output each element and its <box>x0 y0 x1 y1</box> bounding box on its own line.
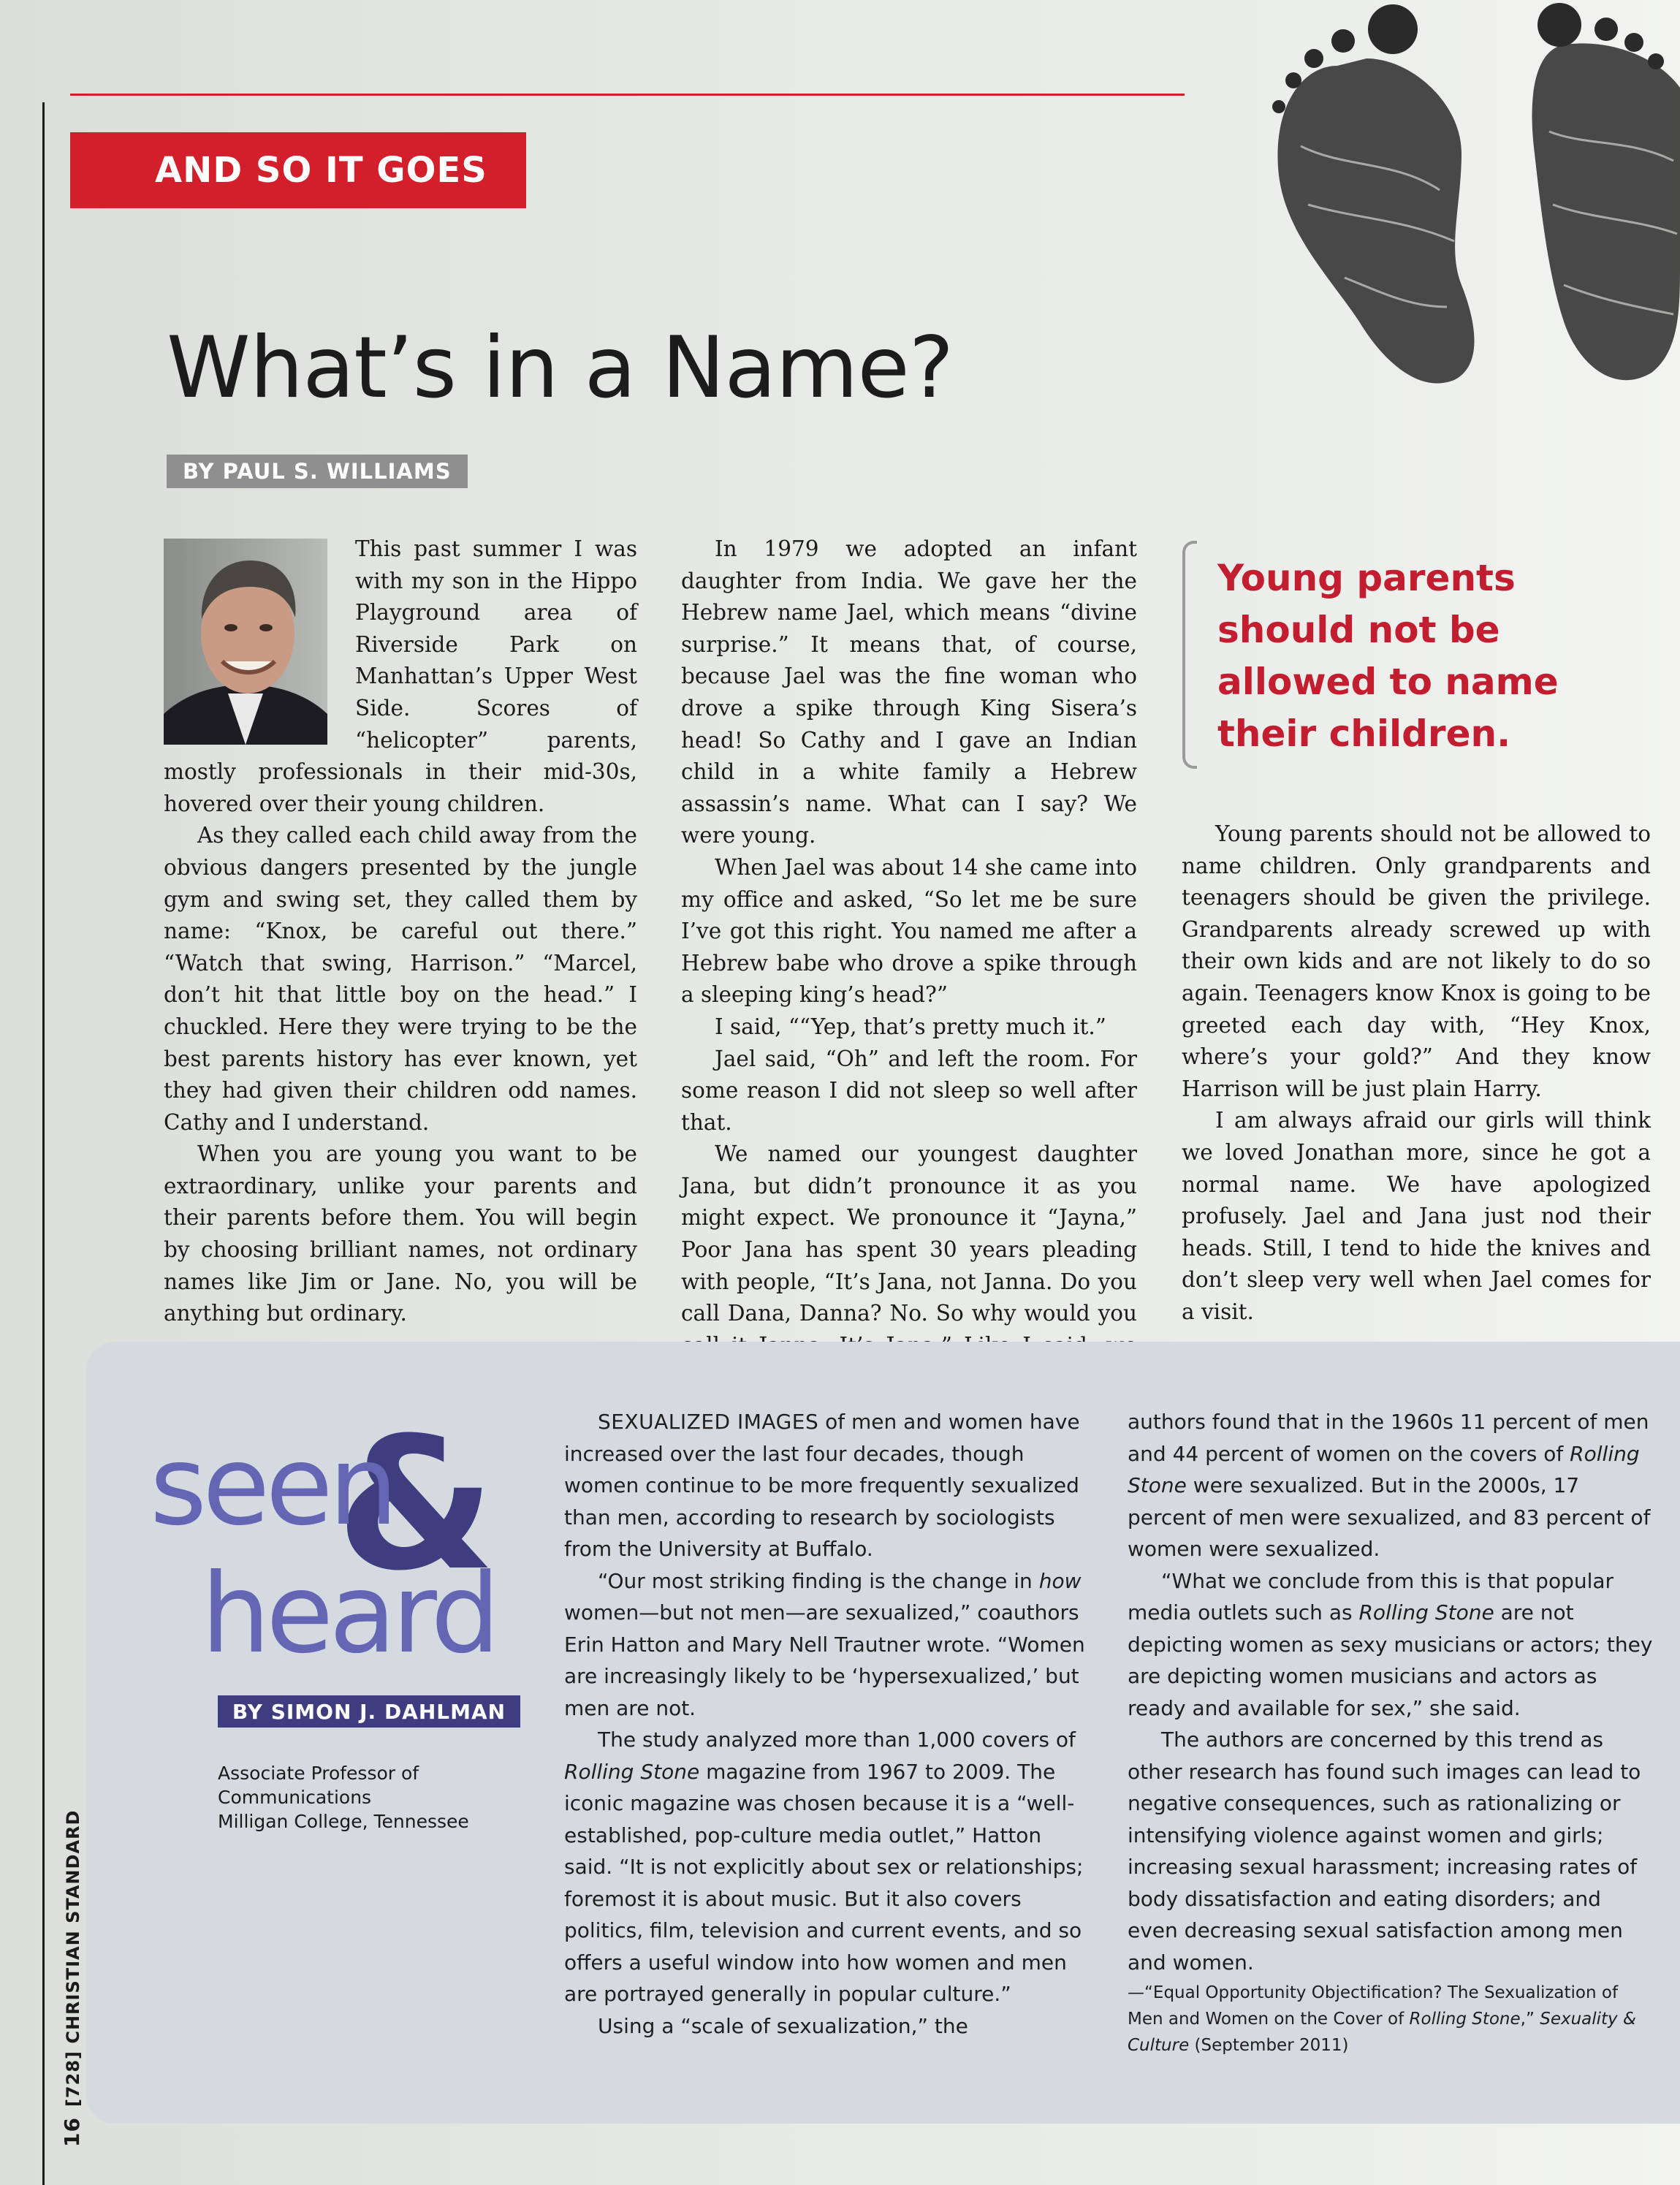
seen-heard-column-2 <box>1128 1406 1657 2059</box>
text-run: ,” <box>1520 2010 1540 2029</box>
article-paragraph: Young parents should not be allowed to name children. Only grandparents and teenagers should be given the privilege. Grandparents already screwed up with their own kids and are not likely to do so again. Teenagers know Knox is going to be greeted each day with, “Hey Knox, where’s your gold?” And they know Harrison will be just plain Harry. <box>1182 821 1651 1101</box>
article-paragraph: I said, ““Yep, that’s pretty much it.” <box>715 1014 1106 1039</box>
seen-heard-byline: BY SIMON J. DAHLMAN <box>218 1695 520 1728</box>
article-paragraph: I am always afraid our girls will think we loved Jonathan more, since he got a normal name. We have apologized profusely. Jael and Jana just nod their heads. Still, I tend to hide the knives and don’t sleep very well when Jael comes for a visit. <box>1182 1108 1651 1324</box>
pullquote-bracket <box>1182 541 1197 769</box>
text-run: (September 2011) <box>1189 2036 1349 2055</box>
text-emphasis: Rolling Stone <box>1409 2010 1521 2029</box>
logo-word-seen: seen <box>150 1423 394 1550</box>
seen-heard-column-1 <box>564 1406 1090 2042</box>
lead-in-caps: SEXUALIZED IMAGES <box>598 1410 819 1434</box>
text-run: are not depicting women as sexy musicians or actors; they are depicting women musicians and actors as ready and available for sex,” she said. <box>1128 1600 1653 1720</box>
seen-paragraph <box>564 1406 1090 1565</box>
text-run: —“Equal Opportunity Objectification? The Sexualization of Men and Women on the Cover of <box>1128 1983 1619 2029</box>
logo-ampersand: & <box>336 1407 496 1611</box>
credit-institution: Milligan College, Tennessee <box>218 1811 469 1832</box>
issue-info: [728] CHRISTIAN STANDARD <box>63 1809 83 2108</box>
text-run: “What we conclude from this is that popular media outlets such as <box>1128 1568 1614 1624</box>
logo-word-heard: heard <box>201 1551 496 1677</box>
article-paragraph: As they called each child away from the obvious dangers presented by the jungle gym and swing set, they called them by name: “Knox, be careful out there.” “Watch that swing, Harrison.” “Marcel, don’t hit that little boy on the head.” I chuckled. Here they were trying to be the best parents history has ever known, yet they had given their children odd names. Cathy and I understand. <box>164 823 637 1135</box>
article-paragraph: When you are young you want to be extraordinary, unlike your parents and their parents before them. You will begin by choosing brilliant names, not ordinary names like Jim or Jane. No, you will be anything but ordinary. <box>164 1141 637 1326</box>
article-paragraph: In 1979 we adopted an infant daughter from India. We gave her the Hebrew name Jael, which means “divine surprise.” It means that, of course, because Jael was the fine woman who drove a spike through King Sisera’s head! So Cathy and I gave an Indian child in a white family a Hebrew assassin’s name. What can I say? We were young. <box>681 536 1137 848</box>
article-paragraph: When Jael was about 14 she came into my office and asked, “So let me be sure I’ve got this right. You named me after a Hebrew babe who drove a spike through a sleeping king’s head?” <box>681 854 1137 1008</box>
top-rule <box>70 94 1185 96</box>
text-emphasis: Rolling Stone <box>564 1759 700 1784</box>
text-run: authors found that in the 1960s 11 percent of men and 44 percent of women on the covers of <box>1128 1410 1649 1466</box>
pullquote: Young parents should not be allowed to name their children. <box>1217 557 1559 755</box>
seen-paragraph <box>1128 1565 1657 1725</box>
text-run: “Our most striking finding is the change in <box>598 1568 1039 1593</box>
lead-text: of men and women have increased over the last four decades, though women continue to be more frequently sexualized than men, according to research by sociologists from the University at Buffalo. <box>564 1410 1080 1561</box>
credit-title: Associate Professor of Communications <box>218 1763 419 1808</box>
section-tab <box>70 132 526 208</box>
article-paragraph: This past summer I was with my son in the Hippo Playground area of Riverside Park on Manhattan’s Upper West Side. Scores of “helicopter” parents, mostly professionals in their mid-30s, hovered over their young children. <box>164 536 637 816</box>
seen-paragraph: The authors are concerned by this trend as other research has found such images can lead to negative consequences, such as rationalizing or intensifying violence against women and girls; increasing sexual harassment; increasing rates of body dissatisfaction and eating disorders; and even decreasing sexual satisfaction among men and women. <box>1128 1728 1641 1975</box>
article-paragraph: We named our youngest daughter Jana, but didn’t pronounce it as you might expect. We pronounce it “Jayna,” Poor Jana has spent 30 years pleading with people, “It’s Jana, not Janna. Do you call Dana, Danna? No. So why would you <box>681 1141 1137 1326</box>
seen-paragraph <box>564 1565 1090 1725</box>
seen-paragraph <box>564 1724 1090 2010</box>
seen-heard-logo <box>150 1407 530 1677</box>
photo-wrap-space <box>164 533 355 750</box>
text-run: women—but not men—are sexualized,” coauthors Erin Hatton and Mary Nell Trautner wrote. “Women are increasingly likely to be ‘hypersexualized,’ but men are not. <box>564 1600 1085 1720</box>
article-column-2 <box>681 533 1137 1394</box>
citation <box>1128 1980 1657 2059</box>
baby-footprints-icon <box>1220 0 1680 409</box>
seen-heard-credit <box>218 1761 561 1834</box>
text-run: The study analyzed more than 1,000 covers of <box>598 1728 1076 1752</box>
article-byline: BY PAUL S. WILLIAMS <box>167 455 468 488</box>
text-run: magazine from 1967 to 2009. The iconic magazine was chosen because it is a “well-established, pop-culture media outlet,” Hatton said. “It is not explicitly about sex or relationships; foremost it is about music. But it also covers politics, film, television and current events, and so offers a useful window into how women and men are portrayed generally in popular culture.” <box>564 1759 1084 2006</box>
section-tab-label: AND SO IT GOES <box>155 150 487 191</box>
article-paragraph: Jael said, “Oh” and left the room. For some reason I did not sleep so well after that. <box>681 1046 1137 1135</box>
article-column-1 <box>164 533 637 1330</box>
page-number: 16 <box>60 2117 84 2147</box>
article-column-3 <box>1182 818 1651 1329</box>
text-emphasis: Rolling Stone <box>1358 1600 1494 1624</box>
article-title: What’s in a Name? <box>167 319 954 417</box>
text-emphasis: Sexuality & Culture <box>1128 2010 1636 2055</box>
seen-paragraph: Using a “scale of sexualization,” the <box>598 2013 968 2038</box>
left-margin-rule <box>42 102 45 2185</box>
page-folio <box>60 1810 84 2147</box>
text-run: were sexualized. But in the 2000s, 17 percent of men were sexualized, and 83 percent of women were sexualized. <box>1128 1473 1651 1561</box>
seen-paragraph <box>1128 1406 1657 1565</box>
text-emphasis: Rolling Stone <box>1128 1441 1640 1497</box>
text-emphasis: how <box>1038 1568 1082 1593</box>
